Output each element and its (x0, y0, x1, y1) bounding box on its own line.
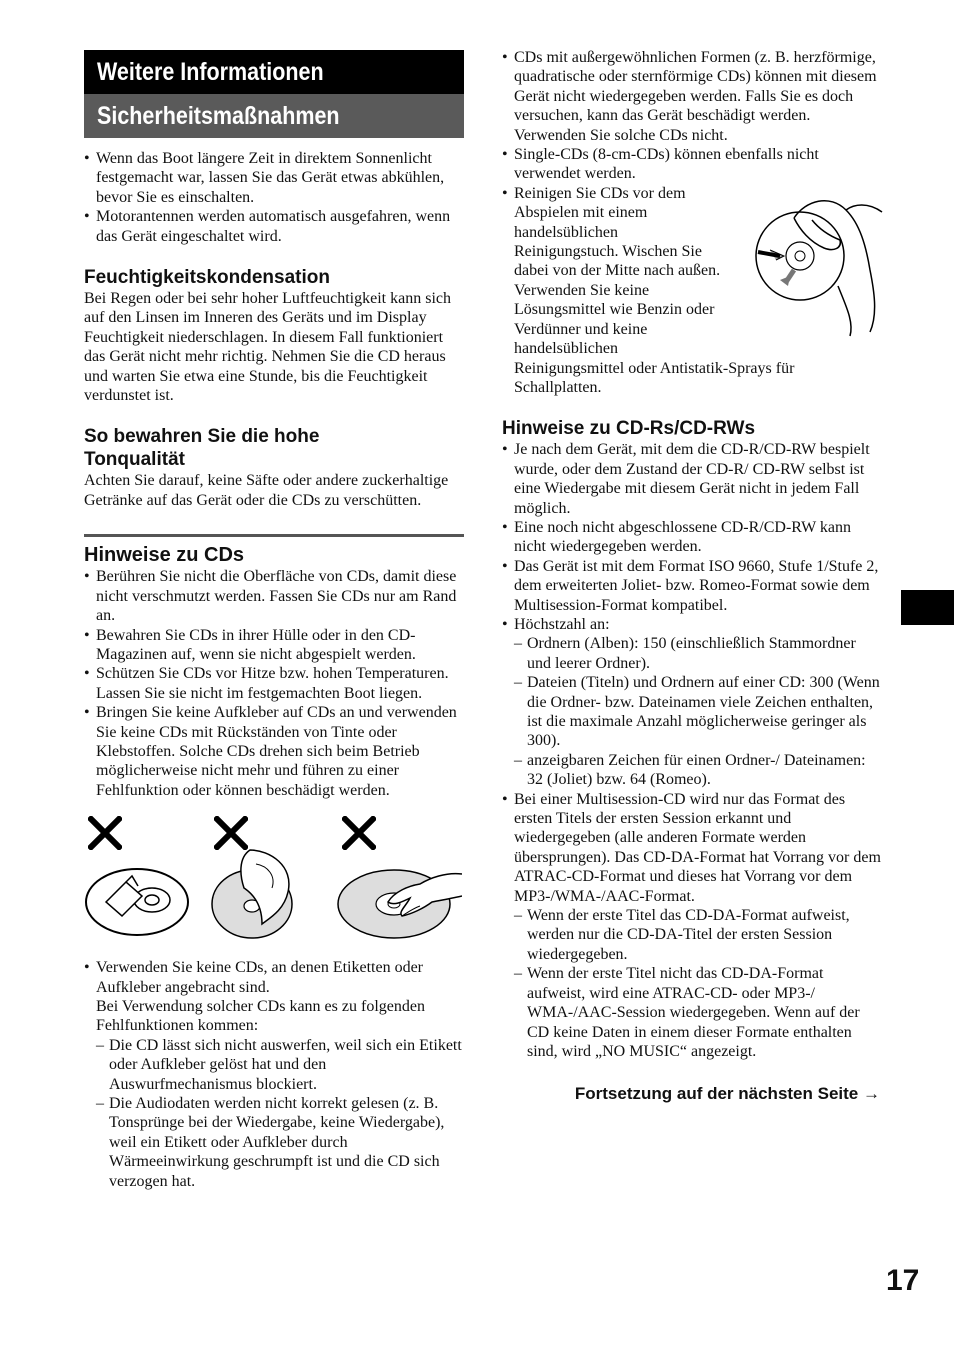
cdr-list (502, 440, 882, 1061)
cleaning-line: Verdünner und keine (514, 320, 648, 338)
moisture-body: Bei Regen oder bei sehr hoher Luftfeuchtigkeit kann sich auf den Linsen im Inneren des Geräts und im Display Feuchtigkeit niederschlagen. In diesem Fall funktioniert das Gerät nicht mehr richtig. Nehmen Sie die CD heraus und warten Sie etwa eine Stunde, bis die Feuchtigkeit verdunstet ist. (84, 290, 451, 405)
label-list (84, 958, 464, 1191)
cd-illustrations (84, 816, 464, 952)
section-thumb-tab (901, 590, 954, 625)
list-item: • Berühren Sie nicht die Oberfläche von CDs, damit diese nicht verschmutzt werden. Fassen Sie CDs nur am Rand an. (84, 567, 464, 625)
dash-item: – Wenn der erste Titel nicht das CD-DA-Format aufweist, wird eine ATRAC-CD- oder MP3-/ WMA-/AAC-Session wiedergegeben. Wenn auf der CD keine Daten in einem dieser Formate enthalten sind, wird „NO MUSIC“ angezeigt. (514, 964, 882, 1061)
cd-notes-list (84, 567, 464, 800)
section-rule (84, 534, 464, 537)
cleaning-line: Abspielen mit einem (514, 204, 648, 222)
x-mark-icon (214, 816, 248, 850)
max-label: Höchstzahl an: (514, 615, 610, 633)
quality-body: Achten Sie darauf, keine Säfte oder andere zuckerhaltige Getränke auf das Gerät oder die CDs zu verschütten. (84, 472, 449, 509)
cd-cleaning-icon (750, 190, 886, 340)
irregular-cd-icon (210, 846, 298, 942)
cd-touched-by-hand-icon (336, 862, 462, 942)
label-dash-list (96, 1036, 464, 1191)
continued-text: Fortsetzung auf der nächsten Seite (574, 1084, 859, 1104)
cleaning-line: handelsüblichen (514, 223, 618, 241)
x-mark-icon (342, 816, 376, 850)
list-item: • Wenn das Boot längere Zeit in direktem Sonnenlicht festgemacht war, lassen Sie das Gerät etwas abkühlen, bevor Sie es einschalten. (84, 149, 464, 207)
dash-item: – anzeigbaren Zeichen für einen Ordner-/ Dateinamen: 32 (Joliet) bzw. 64 (Romeo). (514, 751, 882, 790)
continued-note (502, 1083, 882, 1105)
left-column (84, 50, 464, 1191)
section-title-band (84, 50, 464, 94)
dash-item: – Ordnern (Alben): 150 (einschließlich Stammordner und leerer Ordner). (514, 634, 882, 673)
list-item (502, 790, 882, 1062)
dash-item: – Die Audiodaten werden nicht korrekt gelesen (z. B. Tonsprünge bei der Wiedergabe, keine Wiedergabe), weil ein Etikett oder Aufkleber durch Wärmeeinwirkung geschrumpft ist und die CD sich verzogen hat. (96, 1094, 464, 1191)
list-item (502, 184, 882, 397)
list-item: • CDs mit außergewöhnlichen Formen (z. B. herzförmige, quadratische oder sternförmige CDs) können mit diesem Gerät nicht wiedergegeben werden. Falls Sie es doch versuchen, kann das Gerät beschädigt werden. Verwenden Sie solche CDs nicht. (502, 48, 882, 145)
list-item: • Je nach dem Gerät, mit dem die CD-R/CD-RW bespielt wurde, oder dem Zustand der CD-R/ CD-RW selbst ist eine Wiedergabe mit diesem Gerät nicht in jedem Fall möglich. (502, 440, 882, 518)
max-dash-list (514, 634, 882, 789)
dash-item: – Die CD lässt sich nicht auswerfen, weil sich ein Etikett oder Aufkleber gelöst hat und den Auswurfmechanismus blockiert. (96, 1036, 464, 1094)
label-bullet-text: Verwenden Sie keine CDs, an denen Etiketten oder Aufkleber angebracht sind. (96, 959, 424, 996)
multisession-dash-list (514, 906, 882, 1061)
list-item (502, 615, 882, 790)
cleaning-line: dabei von der Mitte nach außen. (514, 262, 721, 280)
list-item: • Eine noch nicht abgeschlossene CD-R/CD-RW kann nicht wiedergegeben werden. (502, 518, 882, 557)
section-title: Weitere Informationen (97, 58, 324, 86)
list-item: • Single-CDs (8-cm-CDs) können ebenfalls nicht verwendet werden. (502, 145, 882, 184)
x-mark-icon (88, 816, 122, 850)
label-bullet-cont: Bei Verwendung solcher CDs kann es zu folgenden Fehlfunktionen kommen: (96, 997, 425, 1035)
multisession-text: Bei einer Multisession-CD wird nur das Format des ersten Titels der ersten Session erkannt und wiedergegeben (alle anderen Formate werden übersprungen). Das CD-DA-Format hat Vorrang vor dem ATRAC-CD-Format und dieses hat Vorrang vor dem MP3-/WMA-/AAC-Format. (514, 790, 881, 905)
list-item: • Schützen Sie CDs vor Hitze bzw. hohen Temperaturen. Lassen Sie sie nicht im festgemachten Boot liegen. (84, 664, 464, 703)
list-item: • Das Gerät ist mit dem Format ISO 9660, Stufe 1/Stufe 2, dem erweiterten Joliet- bzw. Romeo-Format sowie dem Multisession-Format kompatibel. (502, 557, 882, 615)
cleaning-line: Verwenden Sie keine (514, 281, 650, 299)
dash-item: – Wenn der erste Titel das CD-DA-Format aufweist, werden nur die CD-DA-Titel der ersten Session wiedergegeben. (514, 906, 882, 964)
list-item: • Bringen Sie keine Aufkleber auf CDs an und verwenden Sie keine CDs mit Rückständen von Tinte oder Klebstoffen. Solche CDs drehen sich beim Betrieb möglicherweise nicht mehr und führen zu einer Fehlfunktion oder können beschädigt werden. (84, 703, 464, 800)
cd-with-label-icon (84, 862, 192, 938)
quality-heading: So bewahren Sie die hohe Tonqualität (84, 426, 320, 471)
list-item (84, 958, 464, 1191)
cleaning-line: Lösungsmittel wie Benzin oder (514, 301, 715, 319)
moisture-heading: Feuchtigkeitskondensation (84, 267, 330, 289)
right-column (502, 48, 882, 1105)
list-item: • Bewahren Sie CDs in ihrer Hülle oder in den CD-Magazinen auf, wenn sie nicht abgespielt werden. (84, 626, 464, 665)
subsection-title-band (84, 94, 464, 138)
cd-notes-heading: Hinweise zu CDs (84, 544, 245, 567)
right-list (502, 48, 882, 397)
right-arrow-icon: → (863, 1084, 880, 1104)
cleaning-line: handelsüblichen (514, 340, 618, 358)
dash-item: – Dateien (Titeln) und Ordnern auf einer CD: 300 (Wenn die Ordner- bzw. Dateinamen viele Zeichen enthalten, ist die maximale Anzahl möglicherweise geringer als 300). (514, 673, 882, 751)
cleaning-line: • Reinigen Sie CDs vor dem (514, 184, 686, 202)
subsection-title: Sicherheitsmaßnahmen (97, 102, 340, 130)
page-number: 17 (886, 1264, 920, 1297)
cleaning-rest: Reinigungsmittel oder Antistatik-Sprays für Schallplatten. (514, 359, 795, 396)
list-item: • Motorantennen werden automatisch ausgefahren, wenn das Gerät eingeschaltet wird. (84, 207, 464, 246)
cdr-heading: Hinweise zu CD-Rs/CD-RWs (502, 418, 756, 440)
cleaning-line: Reinigungstuch. Wischen Sie (514, 243, 702, 261)
intro-list (84, 149, 464, 246)
